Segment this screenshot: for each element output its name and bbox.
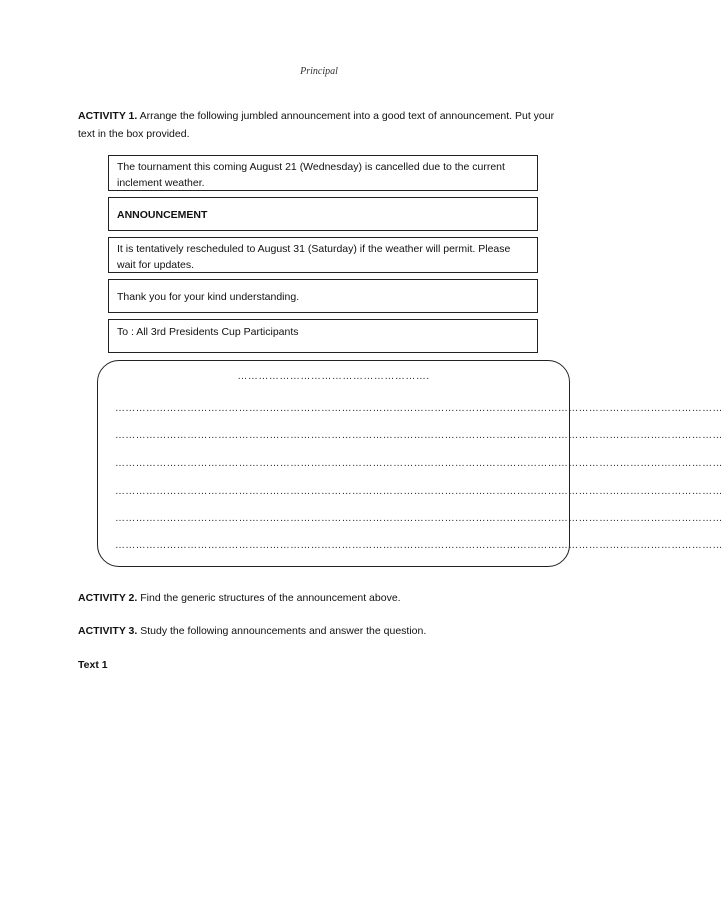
jumbled-box-3	[108, 237, 538, 273]
activity2-instruction	[78, 589, 401, 607]
answer-line-3[interactable]: ……………………………………………………………………………………………………………………………………………………………	[115, 458, 723, 469]
answer-line-5[interactable]: ……………………………………………………………………………………………………………………………………………………………	[115, 513, 723, 524]
answer-line-6[interactable]: ……………………………………………………………………………………………………………………………………………………………	[115, 540, 723, 551]
page-header: Principal	[300, 66, 338, 77]
activity1-instruction-line1: Arrange the following jumbled announcement into a good text of announcement. Put your	[137, 110, 555, 122]
answer-box-title-line[interactable]: ……………………………………………….	[237, 371, 430, 382]
activity1-instruction-line2: text in the box provided.	[78, 128, 190, 140]
jumbled-box-1-line1: The tournament this coming August 21 (Wednesday) is cancelled due to the current	[117, 161, 505, 173]
jumbled-box-5	[108, 319, 538, 353]
answer-line-1[interactable]: ……………………………………………………………………………………………………………………………………………………………	[115, 403, 723, 414]
activity1-instruction	[78, 107, 578, 143]
activity1-label: ACTIVITY 1.	[78, 110, 138, 122]
jumbled-box-1-line2: inclement weather.	[117, 177, 205, 189]
activity2-label: ACTIVITY 2.	[78, 592, 138, 604]
jumbled-box-2-line1: ANNOUNCEMENT	[117, 209, 208, 221]
jumbled-box-1	[108, 155, 538, 191]
text1-label: Text 1	[78, 659, 108, 671]
jumbled-box-4	[108, 279, 538, 313]
answer-line-4[interactable]: ……………………………………………………………………………………………………………………………………………………………	[115, 486, 723, 497]
answer-line-2[interactable]: ……………………………………………………………………………………………………………………………………………………………	[115, 430, 723, 441]
jumbled-box-3-line2: wait for updates.	[117, 259, 195, 271]
activity2-text: Find the generic structures of the announcement above.	[137, 592, 401, 604]
jumbled-box-2	[108, 197, 538, 231]
activity3-text: Study the following announcements and answer the question.	[137, 625, 427, 637]
jumbled-box-5-line1: To : All 3rd Presidents Cup Participants	[117, 326, 299, 338]
jumbled-box-3-line1: It is tentatively rescheduled to August 31 (Saturday) if the weather will permit. Please	[117, 243, 511, 255]
activity3-instruction	[78, 622, 426, 640]
activity3-label: ACTIVITY 3.	[78, 625, 138, 637]
jumbled-box-4-line1: Thank you for your kind understanding.	[117, 291, 300, 303]
